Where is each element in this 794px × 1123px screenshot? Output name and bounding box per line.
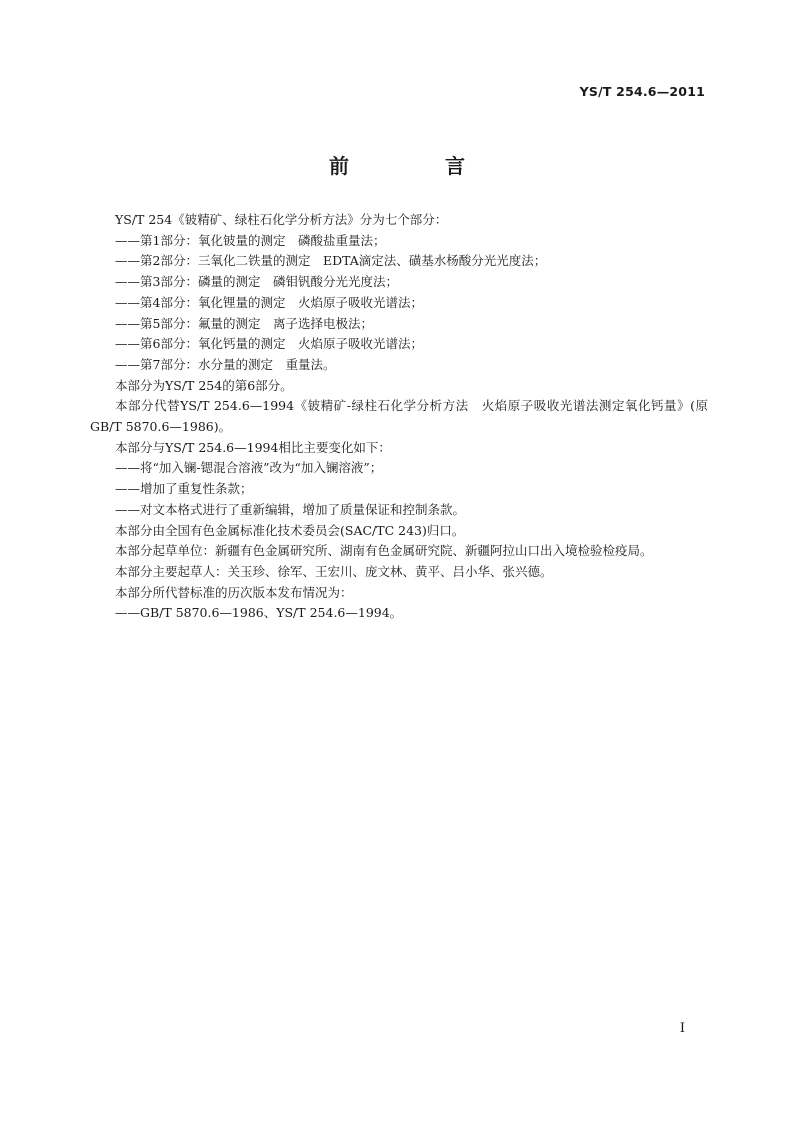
paragraph: 本部分代替YS/T 254.6—1994《铍精矿-绿柱石化学分析方法 火焰原子吸收光谱法测定氧化钙量》(原GB/T 5870.6—1986)。 xyxy=(90,398,708,435)
page-title: 前 言 xyxy=(329,154,503,178)
paragraph: 本部分为YS/T 254的第6部分。 xyxy=(115,377,293,393)
paragraph: 本部分起草单位：新疆有色金属研究所、湖南有色金属研究院、新疆阿拉山口出入境检验检疫局。 xyxy=(115,543,653,559)
paragraph: 本部分所代替标准的历次版本发布情况为： xyxy=(115,584,353,600)
list-item: ——GB/T 5870.6—1986、YS/T 254.6—1994。 xyxy=(115,605,403,621)
list-item: ——将“加入镧-锶混合溶液”改为“加入镧溶液”； xyxy=(115,460,383,476)
page-number: I xyxy=(679,1021,685,1036)
list-item: ——第1部分：氧化铍量的测定 磷酸盐重量法； xyxy=(115,232,386,248)
list-item: ——第7部分：水分量的测定 重量法。 xyxy=(115,356,336,372)
list-item: ——第5部分：氟量的测定 离子选择电极法； xyxy=(115,315,373,331)
list-item: ——增加了重复性条款； xyxy=(115,481,253,497)
standard-code: YS/T 254.6—2011 xyxy=(579,84,705,99)
list-item: ——第6部分：氧化钙量的测定 火焰原子吸收光谱法； xyxy=(115,336,423,352)
foreword-body xyxy=(90,210,708,624)
paragraph: 本部分与YS/T 254.6—1994相比主要变化如下： xyxy=(115,439,391,455)
paragraph: 本部分主要起草人：关玉珍、徐军、王宏川、庞文林、黄平、吕小华、张兴德。 xyxy=(115,563,553,579)
paragraph: YS/T 254《铍精矿、绿柱石化学分析方法》分为七个部分： xyxy=(115,212,448,227)
paragraph: 本部分由全国有色金属标准化技术委员会(SAC/TC 243)归口。 xyxy=(115,522,465,538)
list-item: ——第3部分：磷量的测定 磷钼钒酸分光光度法； xyxy=(115,274,398,290)
list-item: ——第4部分：氧化锂量的测定 火焰原子吸收光谱法； xyxy=(115,294,423,310)
list-item: ——第2部分：三氧化二铁量的测定 EDTA滴定法、磺基水杨酸分光光度法； xyxy=(115,253,547,269)
list-item: ——对文本格式进行了重新编辑，增加了质量保证和控制条款。 xyxy=(115,501,466,517)
